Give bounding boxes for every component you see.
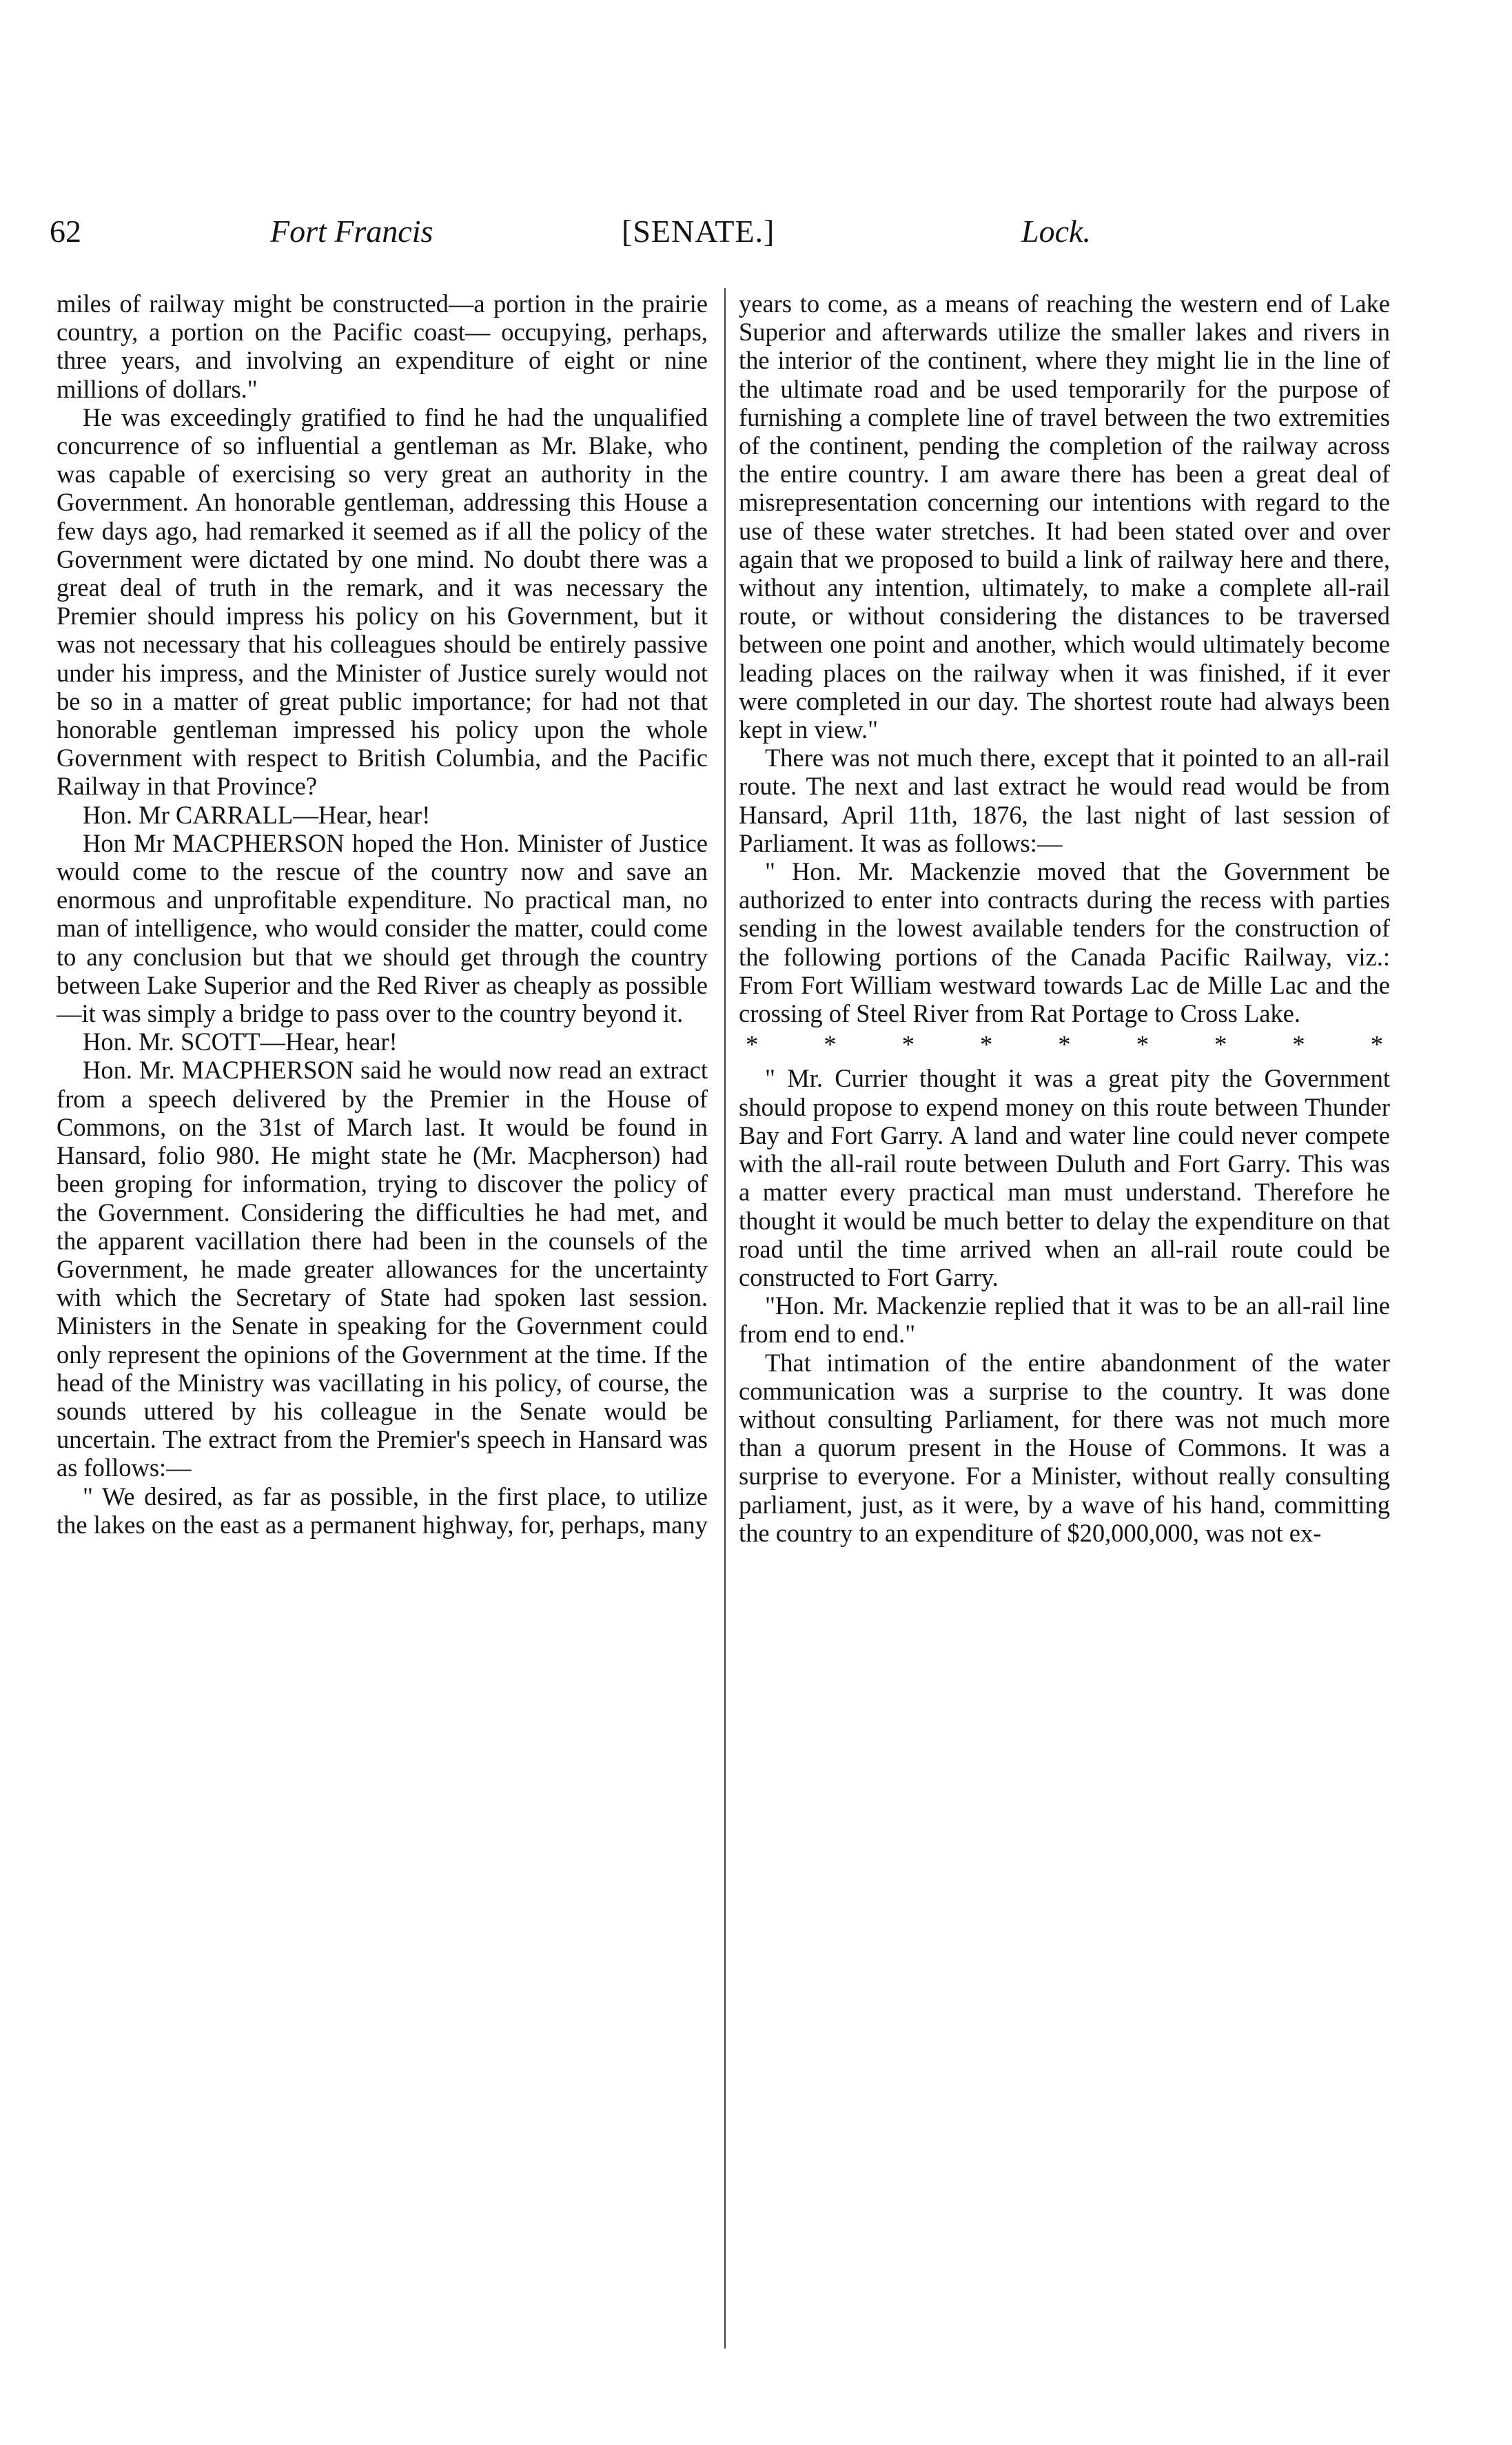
right-column xyxy=(739,289,1390,2343)
paragraph: Hon. Mr. SCOTT—Hear, hear! xyxy=(83,1027,398,1056)
paragraph: "Hon. Mr. Mackenzie replied that it was to be an all-rail line from end to end." xyxy=(739,1291,1390,1349)
paragraph: Hon. Mr. MACPHERSON said he would now read an extract from a speech delivered by the Premier in the House of Commons, on the 31st of March last. It would be found in Hansard, folio 980. He might state he (Mr. Macpherson) had been groping for information, trying to discover the policy of the Government. Considering the difficulties he had met, and the apparent vacillation there had been in the counsels of the Government, he made greater allowances for the uncertainty with which the Secretary of State had spoken last session. Ministers in the Senate in speaking for the Government could only represent the opinions of the Government at the time. If the head of the Ministry was vacillating in his policy, of course, the sounds uttered by his colleague in the Senate would be uncertain. The extract from the Premier's speech in Hansard was as follows:— xyxy=(57,1056,708,1482)
header-right-title: Lock. xyxy=(1021,214,1091,249)
column-divider xyxy=(724,288,726,2349)
paragraph: He was exceedingly gratified to find he had the unqualified concurrence of so influential a gentleman as Mr. Blake, who was capable of exercising so very great an authority in the Government. An honorable gentleman, addressing this House a few days ago, had remarked it seemed as if all the policy of the Government were dictated by one mind. No doubt there was a great deal of truth in the remark, and it was necessary the Premier should impress his policy on his Government, but it was not necessary that his colleagues should be entirely passive under his impress, and the Minister of Justice surely would not be so in a matter of great public importance; for had not that honorable gentleman impressed his policy upon the whole Government with respect to British Columbia, and the Pacific Railway in that Province? xyxy=(57,402,708,801)
paragraph: " We desired, as far as possible, in the first place, to utilize the lakes on the east as a permanent highway, for, perhaps, many xyxy=(57,1482,708,1539)
header-left-title: Fort Francis xyxy=(270,214,433,249)
paragraph: There was not much there, except that it pointed to an all-rail route. The next and last extract he would read would be from Hansard, April 11th, 1876, the last night of last session of Parliament. It was as follows:— xyxy=(739,744,1390,857)
ellipsis-asterisks: * * * * * * * * * xyxy=(746,1030,1383,1059)
page-header xyxy=(50,204,1393,259)
page-number: 62 xyxy=(50,214,81,249)
paragraph: Hon Mr MACPHERSON hoped the Hon. Minister of Justice would come to the rescue of the country now and save an enormous and unprofitable expenditure. No practical man, no man of intelligence, who would consider the matter, could come to any conclusion but that we should get through the country between Lake Superior and the Red River as cheaply as possible—it was simply a bridge to pass over to the country beyond it. xyxy=(57,828,708,1028)
paragraph: " Hon. Mr. Mackenzie moved that the Government be authorized to enter into contracts during the recess with parties sending in the lowest available tenders for the construction of the following portions of the Canada Pacific Railway, viz.: From Fort William westward towards Lac de Mille Lac and the crossing of Steel River from Rat Portage to Cross Lake. xyxy=(739,857,1390,1028)
left-column xyxy=(57,289,708,2343)
paragraph: That intimation of the entire abandonment of the water communication was a surprise to the country. It was done without consulting Parliament, for there was not much more than a quorum present in the House of Commons. It was a surprise to everyone. For a Minister, without really consulting parliament, just, as it were, by a wave of his hand, committing the country to an expenditure of $20,000,000, was not ex- xyxy=(739,1348,1390,1547)
paragraph: miles of railway might be constructed—a portion in the prairie country, a portion on the Pacific coast— occupying, perhaps, three years, and involving an expenditure of eight or nine millions of dollars." xyxy=(57,289,708,403)
paragraph: years to come, as a means of reaching the western end of Lake Superior and afterwards utilize the smaller lakes and rivers in the interior of the continent, where they might lie in the line of the ultimate road and be used temporarily for the purpose of furnishing a complete line of travel between the two extremities of the continent, pending the completion of the railway across the entire country. I am aware there has been a great deal of misrepresentation concerning our intentions with regard to the use of these water stretches. It had been stated over and over again that we proposed to build a link of railway here and there, without any intention, ultimately, to make a complete all-rail route, or without considering the distances to be traversed between one point and another, which would ultimately become leading places on the railway when it was finished, if it ever were completed in our day. The shortest route had always been kept in view." xyxy=(739,289,1390,744)
paragraph: " Mr. Currier thought it was a great pity the Government should propose to expend money on this route between Thunder Bay and Fort Garry. A land and water line could never compete with the all-rail route between Duluth and Fort Garry. This was a matter every practical man must understand. Therefore he thought it would be much better to delay the expenditure on that road until the time arrived when an all-rail route could be constructed to Fort Garry. xyxy=(739,1064,1390,1291)
paragraph: Hon. Mr CARRALL—Hear, hear! xyxy=(83,800,431,829)
header-center-title: [SENATE.] xyxy=(622,214,775,249)
